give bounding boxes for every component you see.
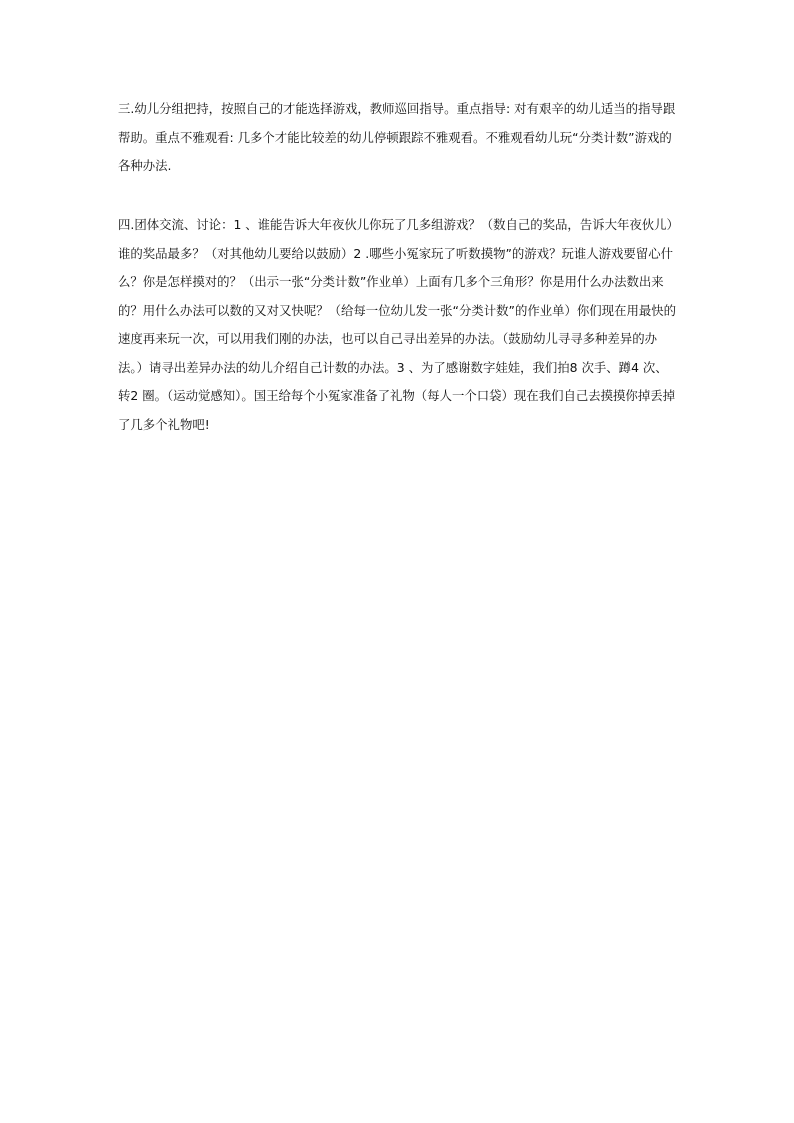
paragraph-section-three: 三.幼儿分组把持，按照自己的才能选择游戏，教师巡回指导。重点指导: 对有艰辛的幼儿适当的指导跟帮助。重点不雅观看: 几多个才能比较差的幼儿停顿跟踪不雅观看。不雅观看幼儿玩“分类计数”游戏的各种办法. — [118, 101, 676, 173]
paragraph-section-four: 四.团体交流、讨论：1 、谁能告诉大年夜伙儿你玩了几多组游戏？（数自己的奖品，告诉大年夜伙儿）谁的奖品最多？（对其他幼儿要给以鼓励）2 .哪些小冤家玩了听数摸物”的游戏？玩谁人游戏要留心什么？你是怎样摸对的？（出示一张“分类计数”作业单）上面有几多个三角形？你是用什么办法数出来的？用什么办法可以数的又对又快呢？（给每一位幼儿发一张“分类计数”的作业单）你们现在用最快的速度再来玩一次，可以用我们刚的办法，也可以自己寻出差异的办法。（鼓励幼儿寻寻多种差异的办法。）请寻出差异办法的幼儿介绍自己计数的办法。3 、为了感谢数字娃娃，我们拍8 次手、蹲4 次、转2 圈。（运动觉感知）。国王给每个小冤家准备了礼物（每人一个口袋）现在我们自己去摸摸你掉丢掉了几多个礼物吧! — [118, 217, 677, 432]
